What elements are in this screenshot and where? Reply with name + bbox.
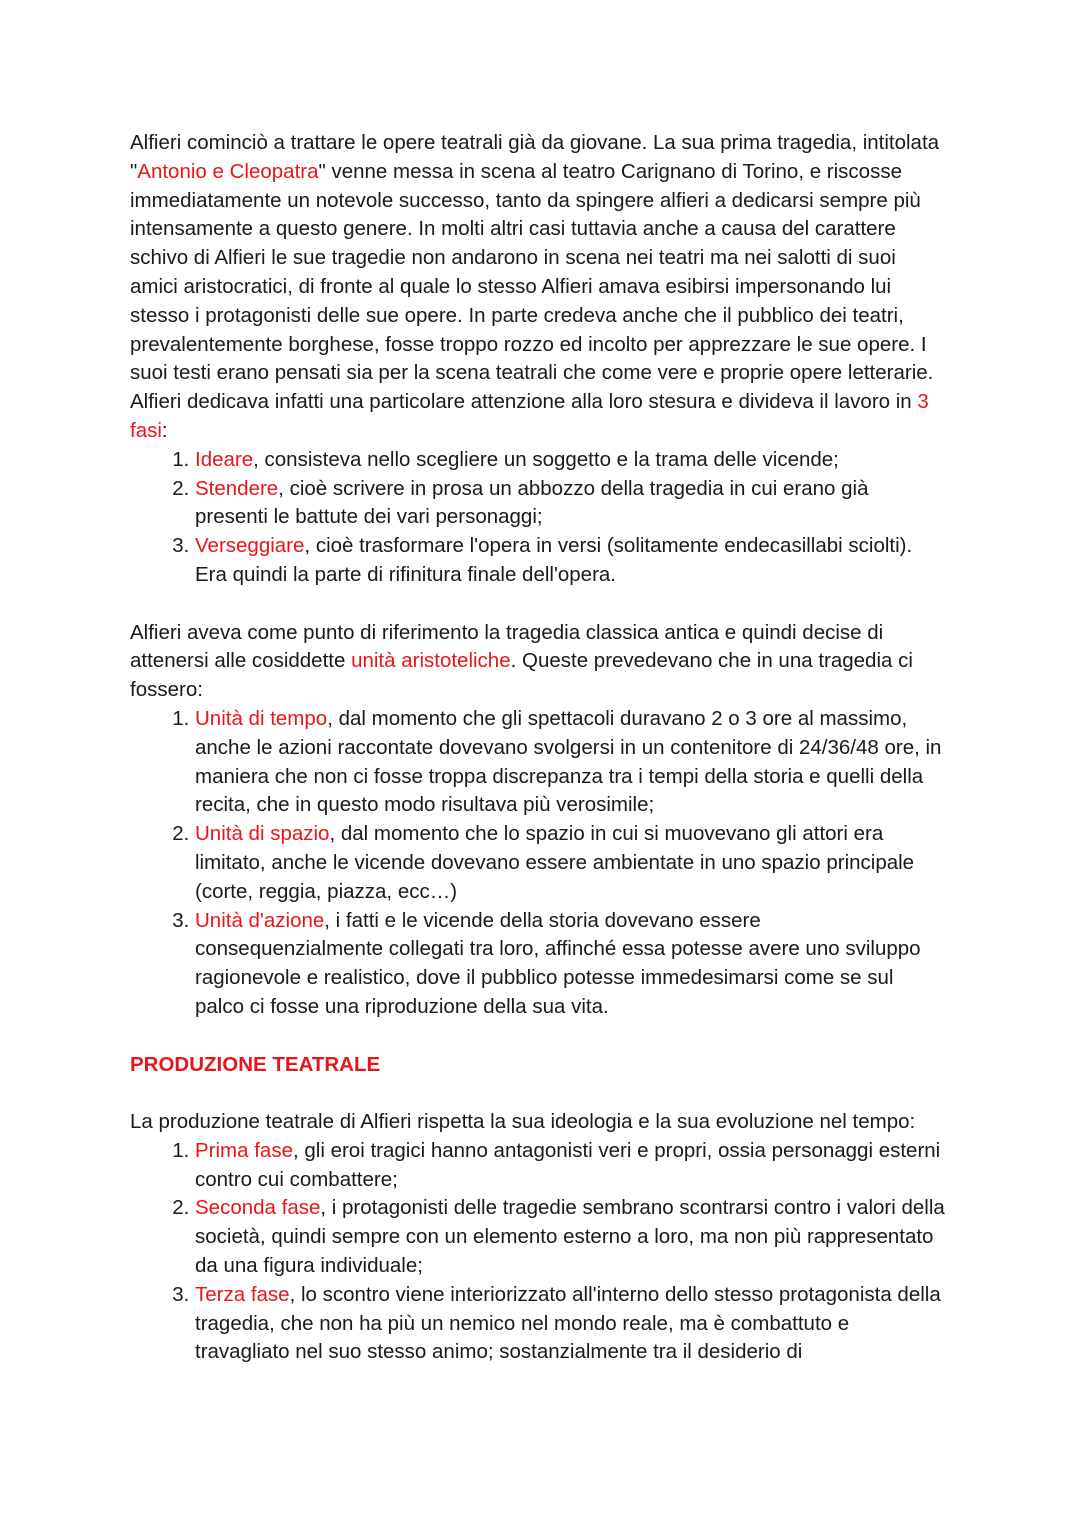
intro-paragraph bbox=[130, 129, 945, 446]
unities-paragraph bbox=[130, 619, 945, 705]
list-item-term: Unità di tempo bbox=[195, 706, 328, 730]
unities-list bbox=[130, 705, 945, 1022]
list-item-term: Ideare bbox=[195, 447, 254, 471]
section-heading: PRODUZIONE TEATRALE bbox=[130, 1052, 381, 1076]
spacer bbox=[130, 590, 945, 619]
list-item-text: , cioè trasformare l'opera in versi (solitamente endecasillabi sciolti). Era quindi la parte di rifinitura finale dell'opera. bbox=[195, 534, 913, 586]
list-item-term: Prima fase bbox=[195, 1138, 293, 1162]
text-run: . Queste prevedevano che in una tragedia ci fossero: bbox=[130, 649, 913, 702]
list-item-text: , gli eroi tragici hanno antagonisti veri e propri, ossia personaggi esterni contro cui combattere; bbox=[195, 1138, 941, 1191]
text-run: " venne messa in scena al teatro Carignano di Torino, e riscosse immediatamente un notevole successo, tanto da spingere alfieri a dedicarsi sempre più intensamente a questo genere. In molti altri casi tuttavia anche a causa del carattere schivo di Alfieri le sue tragedie non andarono in scena nei teatri ma nei salotti di suoi amici aristocratici, di fronte al quale lo stesso Alfieri amava esibirsi impersonando lui stesso i protagonisti delle sue opere. In parte credeva anche che il pubblico dei teatri, prevalentemente borghese, fosse troppo rozzo ed incolto per apprezzare le sue opere. I suoi testi erano pensati sia per la scena teatrali che come vere e proprie opere letterarie. Alfieri dedicava infatti una particolare attenzione alla loro stesura e divideva il lavoro in bbox=[130, 159, 934, 414]
list-item-text: , i protagonisti delle tragedie sembrano scontrarsi contro i valori della società, quindi sempre con un elemento esterno a loro, ma non più rappresentato da una figura individuale; bbox=[195, 1196, 945, 1278]
unities-highlight: unità aristoteliche bbox=[351, 649, 511, 673]
text-run: Alfieri cominciò a trattare le opere teatrali già da giovane. La sua prima tragedia, intitolata " bbox=[130, 131, 940, 183]
list-item-term: Unità di spazio bbox=[195, 822, 330, 846]
list-item-term: Verseggiare bbox=[195, 534, 305, 558]
phases-highlight: 3 fasi bbox=[130, 390, 929, 442]
list-item bbox=[195, 475, 945, 533]
text-run: : bbox=[161, 418, 168, 442]
text-run: Alfieri aveva come punto di riferimento la tragedia classica antica e quindi decise di attenersi alle cosiddette bbox=[130, 620, 884, 673]
list-item-text: , i fatti e le vicende della storia dovevano essere consequenzialmente collegati tra loro, affinché essa potesse avere uno sviluppo ragionevole e realistico, dove il pubblico potesse immedesimarsi come se sul palco ci fosse una riproduzione della sua vita. bbox=[195, 908, 921, 1018]
list-item-text: , dal momento che lo spazio in cui si muovevano gli attori era limitato, anche le vicende dovevano essere ambientate in uno spazio principale (corte, reggia, piazza, ecc…) bbox=[195, 822, 915, 903]
list-item bbox=[195, 820, 945, 906]
document-page bbox=[130, 129, 945, 1367]
tragedy-title: Antonio e Cleopatra bbox=[137, 159, 319, 183]
list-item bbox=[195, 907, 945, 1022]
list-item bbox=[195, 705, 945, 820]
writing-phases-list bbox=[130, 446, 945, 590]
list-item-text: , dal momento che gli spettacoli duravano 2 o 3 ore al massimo, anche le azioni raccontate dovevano svolgersi in un contenitore di 24/36/48 ore, in maniera che non ci fosse troppa discrepanza tra i tempi della storia e quelli della recita, che in questo modo risultava più verosimile; bbox=[195, 706, 942, 817]
list-item bbox=[195, 446, 945, 475]
list-item bbox=[195, 532, 945, 590]
list-item-term: Unità d'azione bbox=[195, 908, 325, 932]
production-paragraph: La produzione teatrale di Alfieri rispetta la sua ideologia e la sua evoluzione nel tempo: bbox=[130, 1110, 916, 1134]
list-item bbox=[195, 1137, 945, 1195]
list-item-text: , cioè scrivere in prosa un abbozzo della tragedia in cui erano già presenti le battute dei vari personaggi; bbox=[195, 476, 869, 529]
list-item bbox=[195, 1281, 945, 1367]
list-item-term: Stendere bbox=[195, 476, 279, 500]
list-item-text: , consisteva nello scegliere un soggetto e la trama delle vicende; bbox=[253, 447, 839, 471]
production-phases-list bbox=[130, 1137, 945, 1367]
list-item-term: Terza fase bbox=[195, 1282, 290, 1306]
list-item-term: Seconda fase bbox=[195, 1196, 321, 1220]
list-item-text: , lo scontro viene interiorizzato all'interno dello stesso protagonista della tragedia, che non ha più un nemico nel mondo reale, ma è combattuto e travagliato nel suo stesso animo; sostanzialmente tra il desiderio di bbox=[195, 1282, 941, 1364]
list-item bbox=[195, 1194, 945, 1280]
